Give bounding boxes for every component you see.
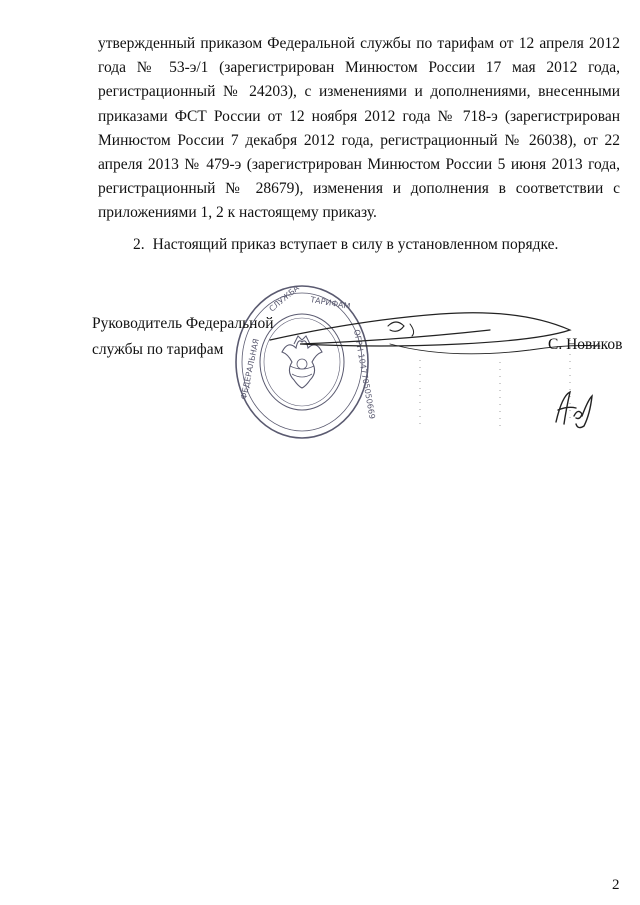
item-2 [133,233,558,257]
svg-text:ТАРИФАМ: ТАРИФАМ [309,295,352,311]
paragraph-continuation: утвержденный приказом Федеральной службы по тарифам от 12 апреля 2012 года № 53-э/1 (зарегистрирован Минюстом России 17 мая 2012 года, регистрационный № 24203), с изменениями и дополнениями, внесенными приказами ФСТ России от 12 ноября 2012 года № 718-э (зарегистрирован Минюстом России 7 декабря 2012 года, регистрационный № 26038), от 22 апреля 2013 № 479-э (зарегистрирован Минюстом России 5 июня 2013 года, регистрационный № 28679), изменения и дополнения в соответствии с приложениями 1, 2 к настоящему приказу. [98,35,620,222]
svg-text:СЛУЖБА: СЛУЖБА [267,283,301,314]
signatory-name: С. Новиков [548,336,623,353]
item-2-text: Настоящий приказ вступает в силу в установленном порядке. [152,236,559,253]
svg-text:ФЕДЕРАЛЬНАЯ: ФЕДЕРАЛЬНАЯ [239,337,261,401]
handwritten-initials [548,386,598,431]
page-number: 2 [612,877,620,893]
svg-text:ОГРН 1047705050669: ОГРН 1047705050669 [352,328,377,420]
signatory-title-line1: Руководитель Федеральной [92,315,274,332]
item-2-number: 2. [133,236,145,253]
signatory-title-line2: службы по тарифам [92,341,224,358]
signatory-title [92,311,274,363]
